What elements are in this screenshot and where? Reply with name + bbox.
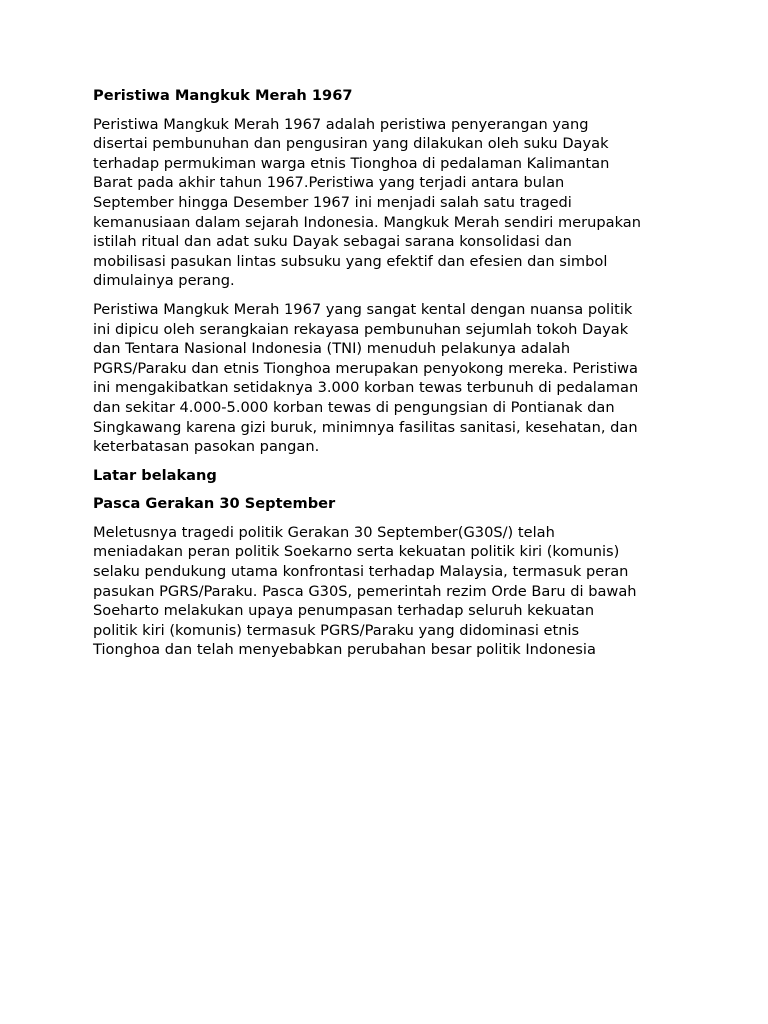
- paragraph-line: Meletusnya tragedi politik Gerakan 30 September(G30S/) telah: [93, 523, 555, 541]
- paragraph-1: [93, 115, 681, 291]
- paragraph-line: kemanusiaan dalam sejarah Indonesia. Mangkuk Merah sendiri merupakan: [93, 213, 641, 231]
- paragraph-line: PGRS/Paraku dan etnis Tionghoa merupakan penyokong mereka. Peristiwa: [93, 359, 638, 377]
- paragraph-line: terhadap permukiman warga etnis Tionghoa di pedalaman Kalimantan: [93, 154, 610, 172]
- document-page: [93, 86, 681, 669]
- paragraph-line: Singkawang karena gizi buruk, minimnya fasilitas sanitasi, kesehatan, dan: [93, 418, 638, 436]
- paragraph-3: [93, 523, 681, 660]
- paragraph-line: keterbatasan pasokan pangan.: [93, 438, 320, 456]
- paragraph-line: meniadakan peran politik Soekarno serta kekuatan politik kiri (komunis): [93, 543, 620, 561]
- paragraph-line: Tionghoa dan telah menyebabkan perubahan besar politik Indonesia: [93, 641, 596, 659]
- paragraph-line: selaku pendukung utama konfrontasi terhadap Malaysia, termasuk peran: [93, 563, 629, 581]
- paragraph-line: Barat pada akhir tahun 1967.Peristiwa yang terjadi antara bulan: [93, 174, 565, 192]
- section-heading-latar-belakang: Latar belakang: [93, 466, 217, 484]
- paragraph-line: disertai pembunuhan dan pengusiran yang dilakukan oleh suku Dayak: [93, 135, 609, 153]
- paragraph-line: dimulainya perang.: [93, 272, 235, 290]
- paragraph-line: ini dipicu oleh serangkaian rekayasa pembunuhan sejumlah tokoh Dayak: [93, 320, 629, 338]
- paragraph-line: Soeharto melakukan upaya penumpasan terhadap seluruh kekuatan: [93, 602, 595, 620]
- paragraph-line: politik kiri (komunis) termasuk PGRS/Paraku yang didominasi etnis: [93, 621, 580, 639]
- paragraph-line: dan Tentara Nasional Indonesia (TNI) menuduh pelakunya adalah: [93, 340, 571, 358]
- paragraph-line: dan sekitar 4.000-5.000 korban tewas di pengungsian di Pontianak dan: [93, 398, 615, 416]
- paragraph-line: istilah ritual dan adat suku Dayak sebagai sarana konsolidasi dan: [93, 233, 572, 251]
- paragraph-line: Peristiwa Mangkuk Merah 1967 yang sangat kental dengan nuansa politik: [93, 300, 633, 318]
- paragraph-line: September hingga Desember 1967 ini menjadi salah satu tragedi: [93, 193, 572, 211]
- paragraph-line: pasukan PGRS/Paraku. Pasca G30S, pemerintah rezim Orde Baru di bawah: [93, 582, 637, 600]
- paragraph-line: ini mengakibatkan setidaknya 3.000 korban tewas terbunuh di pedalaman: [93, 379, 639, 397]
- paragraph-2: [93, 300, 681, 457]
- section-heading-pasca-g30s: Pasca Gerakan 30 September: [93, 495, 336, 513]
- document-title: Peristiwa Mangkuk Merah 1967: [93, 87, 353, 104]
- paragraph-line: Peristiwa Mangkuk Merah 1967 adalah peristiwa penyerangan yang: [93, 115, 589, 133]
- paragraph-line: mobilisasi pasukan lintas subsuku yang efektif dan efesien dan simbol: [93, 252, 608, 270]
